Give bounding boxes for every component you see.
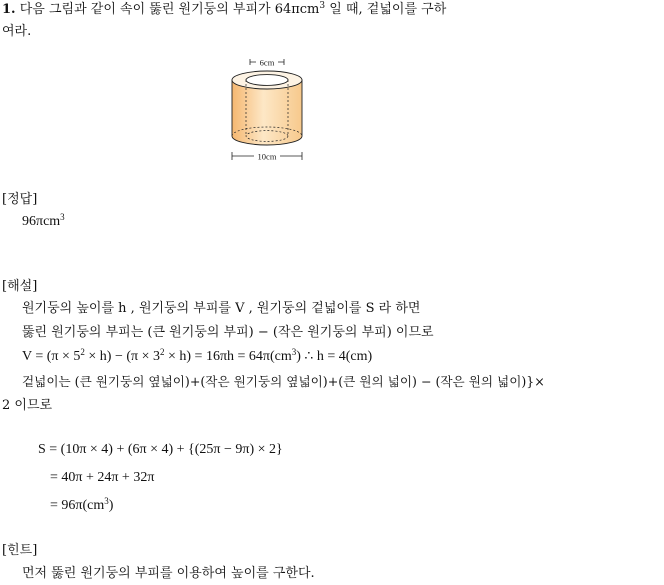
problem-unit-exponent: 3 (319, 1, 326, 11)
bottom-dimension-label: 10cm (257, 151, 277, 162)
problem-number: 1. (2, 2, 16, 17)
equation-part: = 96π(cm (50, 498, 105, 513)
equation-part: ) ∴ h = 4(cm) (296, 349, 373, 364)
answer-value-text: 96πcm (22, 214, 61, 229)
problem-line-2: 여라. (2, 24, 32, 39)
answer-value (22, 214, 65, 230)
hint-text: 먼저 뚫린 원기둥의 부피를 이용하여 높이를 구한다. (22, 566, 315, 581)
answer-unit-exponent: 3 (60, 212, 65, 222)
equation-part: × h) = 16πh = 64π(cm (164, 349, 292, 364)
equation-line-3 (50, 498, 113, 514)
equation-line-2: = 40π + 24π + 32π (50, 470, 155, 485)
equation-part: ) (108, 498, 114, 513)
solution-line-5: 2 이므로 (2, 398, 53, 413)
equation-line-1: S = (10π × 4) + (6π × 4) + {(25π − 9π) × 2} (38, 442, 283, 457)
exponent: 2 (159, 347, 165, 357)
top-dimension-label: 6cm (259, 57, 275, 68)
equation-part: V = (π × 5 (22, 349, 81, 364)
solution-line-1: 원기둥의 높이를 h , 원기둥의 부피를 V , 원기둥의 겉넓이를 S 라 하면 (22, 301, 421, 316)
equation-part: × h) − (π × 3 (84, 349, 160, 364)
answer-header: [정답] (2, 192, 38, 207)
problem-line-1 (2, 2, 446, 18)
hollow-cylinder-figure (222, 56, 312, 166)
solution-line-4: 겉넓이는 (큰 원기둥의 옆넓이)+(작은 원기둥의 옆넓이)+(큰 원의 넓이) − (작은 원의 넓이)}× (22, 374, 545, 389)
solution-line-3 (22, 349, 372, 365)
solution-header: [해설] (2, 279, 38, 294)
hint-header: [힌트] (2, 543, 38, 558)
problem-text-end: 일 때, 겉넓이를 구하 (325, 2, 447, 17)
problem-text: 다음 그림과 같이 속이 뚫린 원기둥의 부피가 64πcm (19, 2, 320, 17)
exponent: 3 (291, 347, 297, 357)
exponent: 3 (104, 496, 109, 506)
solution-line-2: 뚫린 원기둥의 부피는 (큰 원기둥의 부피) − (작은 원기둥의 부피) 이므로 (22, 325, 434, 340)
exponent: 2 (80, 347, 85, 357)
